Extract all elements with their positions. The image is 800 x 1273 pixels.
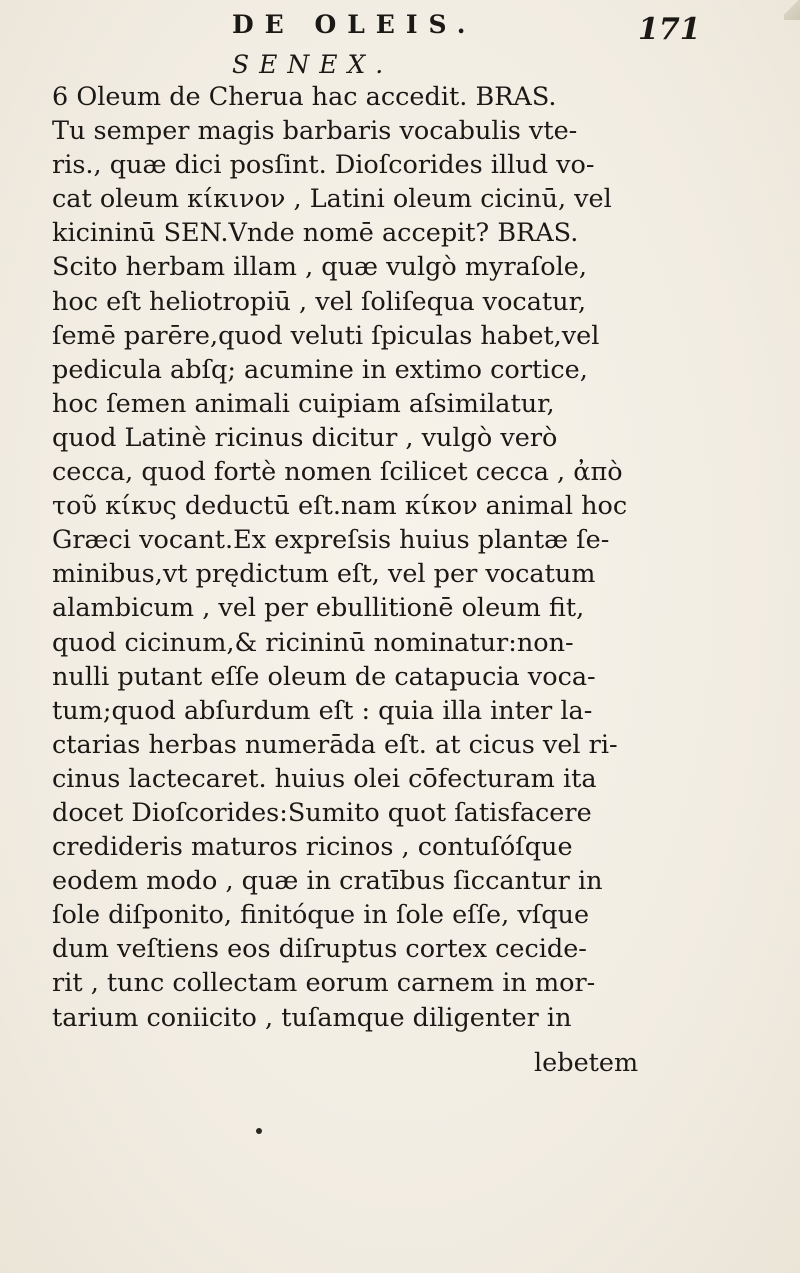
running-head: DE OLEIS. [232,10,477,39]
text-line: kicininū SEN.Vnde nomē accepit? BRAS. [52,218,579,249]
text-line: nulli putant eſſe oleum de catapucia voca- [52,661,596,692]
text-line: tum;quod abſurdum eſt : quia illa inter la- [52,695,593,726]
text-line: docet Dioſcorides:Sumito quot ſatisfacere [52,797,592,828]
text-line: tarium coniicito , tuſamque diligenter in [52,1002,572,1033]
text-line: τοῦ κίκυς deductū eſt.nam κίκον animal hoc [52,491,628,522]
text-line: Græci vocant.Ex expreſsis huius plantæ ſe- [52,525,610,556]
text-line: minibus,vt prędictum eſt, vel per vocatum [52,559,596,590]
text-line: pedicula abſq; acumine in extimo cortice, [52,354,588,385]
text-line: cinus lactecaret. huius olei cōfecturam ita [52,763,597,794]
text-line: credideris maturos ricinos , contuſóſque [52,832,573,863]
text-line: eodem modo , quæ in cratībus ſiccantur in [52,866,603,897]
text-line: cat oleum κίκινον , Latini oleum cicinū, vel [52,184,612,215]
speaker-heading: SENEX. [232,50,394,79]
text-line: hoc ſemen animali cuipiam aſsimilatur, [52,388,555,419]
text-line: ſole diſponito, finitóque in ſole eſſe, vſque [52,900,590,931]
text-line: Tu semper magis barbaris vocabulis vte- [52,116,578,147]
text-line: ſemē parēre,quod veluti ſpiculas habet,vel [52,320,600,351]
text-line: quod Latinè ricinus dicitur , vulgò verò [52,422,558,453]
text-line: quod cicinum,& ricininū nominatur:non- [52,627,574,658]
text-line: hoc eſt heliotropiū , vel ſoliſequa vocatur, [52,286,587,317]
text-line: ris., quæ dici posſint. Dioſcorides illud vo- [52,150,595,181]
page-header [0,8,800,48]
page-number: 171 [638,12,701,47]
text-line: dum veſtiens eos diſruptus cortex cecide- [52,934,587,965]
text-line: alambicum , vel per ebullitionē oleum fit, [52,593,585,624]
body-text [52,80,712,1035]
catchword: lebetem [534,1048,639,1078]
text-line: ctarias herbas numerāda eſt. at cicus vel ri- [52,729,618,760]
text-line: rit , tunc collectam eorum carnem in mor- [52,968,596,999]
ink-spot [256,1128,262,1134]
text-line: 6 Oleum de Cherua hac accedit. BRAS. [52,82,557,112]
text-line: cecca, quod fortè nomen ſcilicet cecca , ἀπὸ [52,457,623,488]
text-line: Scito herbam illam , quæ vulgò myraſole, [52,252,588,283]
